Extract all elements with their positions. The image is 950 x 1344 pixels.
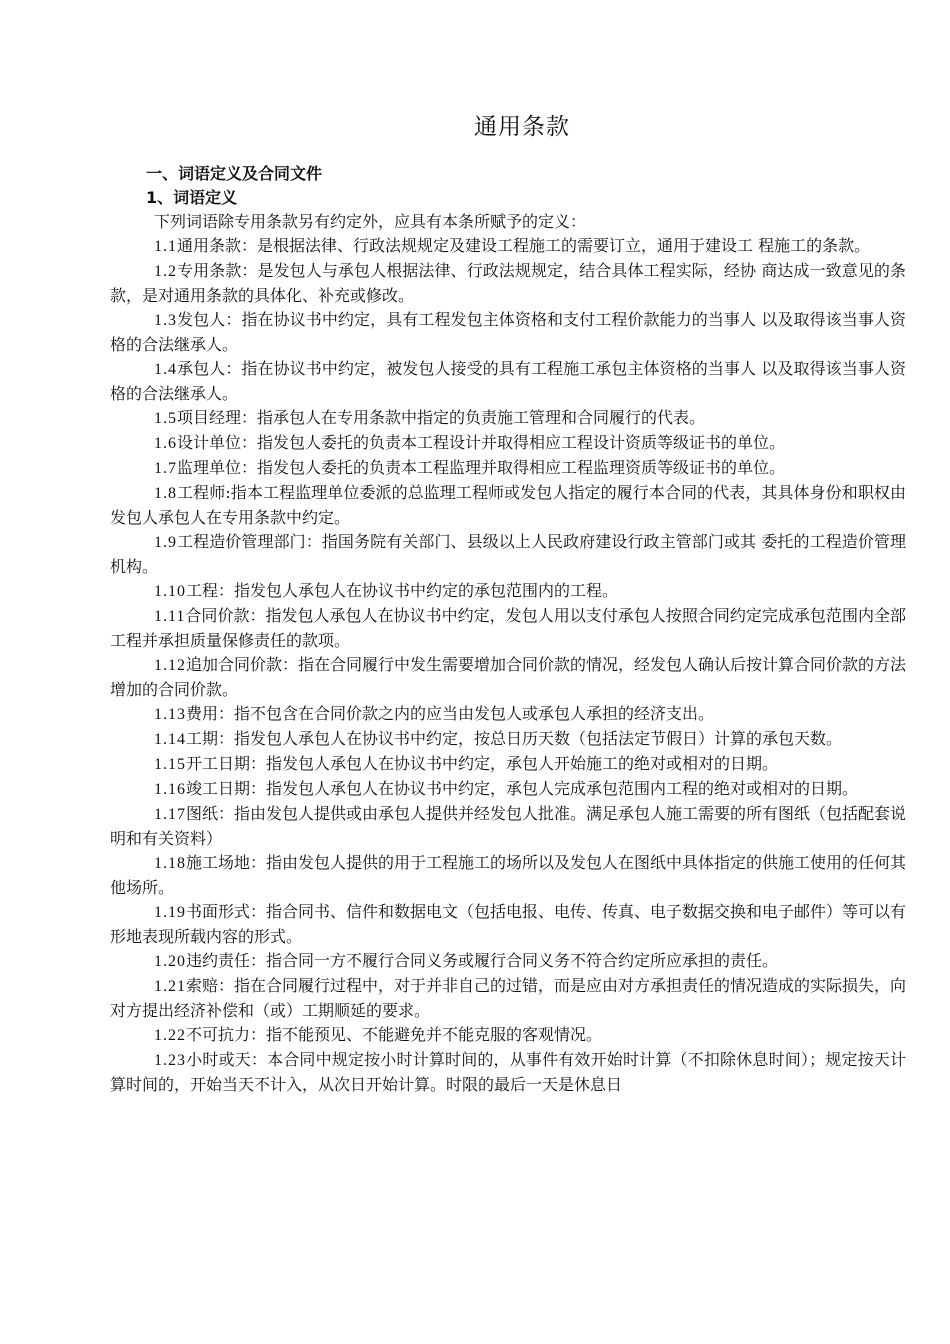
clause-text: 费用：指不包含在合同价款之内的应当由发包人或承包人承担的经济支出。 [186,704,715,723]
clause-text: 承包人：指在协议书中约定，被发包人接受的具有工程施工承包主体资格的当事人 以及取得该当事人资格的合法继承人。 [110,359,906,403]
clause-text: 通用条款：是根据法律、行政法规规定及建设工程施工的需要订立，通用于建设工 程施工的条款。 [177,236,871,255]
intro-paragraph: 下列词语除专用条款另有约定外，应具有本条所赋予的定义： [154,212,587,231]
clause-number: 1.17 [154,806,186,823]
clause-number: 1.11 [154,608,186,625]
clause-number: 1.13 [154,706,186,723]
clause-text: 竣工日期：指发包人承包人在协议书中约定，承包人完成承包范围内工程的绝对或相对的日期。 [186,779,859,798]
clause-number: 1.15 [154,756,186,773]
clause-text: 追加合同价款：指在合同履行中发生需要增加合同价款的情况，经发包人确认后按计算合同价款的方法增加的合同价款。 [110,655,907,699]
clause-item [110,777,906,802]
clause-item [110,653,906,702]
clause-number: 1.18 [154,855,186,872]
clause-text: 图纸：指由发包人提供或由承包人提供并经发包人批准。满足承包人施工需要的所有图纸（包括配套说明和有关资料） [110,804,907,848]
clause-item [110,604,906,653]
clause-text: 工期：指发包人承包人在协议书中约定，按总日历天数（包括法定节假日）计算的承包天数。 [186,729,843,748]
clause-list [110,234,906,1097]
clause-text: 合同价款：指发包人承包人在协议书中约定，发包人用以支付承包人按照合同约定完成承包范围内全部工程并承担质量保修责任的款项。 [110,606,906,650]
subsection-heading: 1、词语定义 [146,188,238,207]
clause-text: 工程造价管理部门：指国务院有关部门、县级以上人民政府建设行政主管部门或其 委托的工程造价管理机构。 [110,532,906,576]
clause-number: 1.4 [154,361,177,378]
clause-item [110,456,906,481]
page-title: 通用条款 [474,114,570,140]
clause-item [110,579,906,604]
clause-item [110,234,906,259]
clause-item [110,1023,906,1048]
clause-number: 1.21 [154,978,186,995]
clause-item [110,900,906,949]
clause-item [110,702,906,727]
clause-text: 索赔：指在合同履行过程中，对于并非自己的过错，而是应由对方承担责任的情况造成的实际损失，向对方提出经济补偿和（或）工期顺延的要求。 [110,976,907,1020]
clause-text: 项目经理：指承包人在专用条款中指定的负责施工管理和合同履行的代表。 [177,408,706,427]
clause-item [110,308,906,357]
clause-number: 1.19 [154,904,186,921]
clause-number: 1.1 [154,238,177,255]
clause-text: 发包人：指在协议书中约定，具有工程发包主体资格和支付工程价款能力的当事人 以及取得该当事人资格的合法继承人。 [110,310,906,354]
clause-number: 1.3 [154,312,177,329]
clause-text: 工程师:指本工程监理单位委派的总监理工程师或发包人指定的履行本合同的代表，其具体身份和职权由发包人承包人在专用条款中约定。 [110,483,906,527]
clause-text: 开工日期：指发包人承包人在协议书中约定，承包人开始施工的绝对或相对的日期。 [186,754,779,773]
clause-item [110,1048,906,1097]
clause-number: 1.16 [154,781,186,798]
clause-text: 专用条款：是发包人与承包人根据法律、行政法规规定，结合具体工程实际，经协 商达成一致意见的条款，是对通用条款的具体化、补充或修改。 [110,261,906,305]
clause-number: 1.7 [154,460,177,477]
clause-item [110,949,906,974]
clause-item [110,259,906,308]
clause-number: 1.5 [154,410,177,427]
clause-text: 小时或天：本合同中规定按小时计算时间的，从事件有效开始时计算（不扣除休息时间）；规定按天计算时间的，开始当天不计入，从次日开始计算。时限的最后一天是休息日 [110,1050,906,1094]
clause-number: 1.9 [154,534,177,551]
clause-text: 施工场地：指由发包人提供的用于工程施工的场所以及发包人在图纸中具体指定的供施工使用的任何其他场所。 [110,853,907,897]
clause-text: 书面形式：指合同书、信件和数据电文（包括电报、电传、传真、电子数据交换和电子邮件）等可以有形地表现所载内容的形式。 [110,902,907,946]
clause-number: 1.8 [154,485,177,502]
section-heading: 一、词语定义及合同文件 [146,164,323,183]
clause-item [110,851,906,900]
clause-item [110,752,906,777]
clause-number: 1.6 [154,435,177,452]
clause-item [110,802,906,851]
clause-number: 1.22 [154,1027,186,1044]
clause-item [110,727,906,752]
clause-text: 监理单位：指发包人委托的负责本工程监理并取得相应工程监理资质等级证书的单位。 [177,458,786,477]
clause-text: 工程：指发包人承包人在协议书中约定的承包范围内的工程。 [186,581,619,600]
clause-number: 1.10 [154,583,186,600]
clause-number: 1.20 [154,953,186,970]
clause-item [110,530,906,579]
clause-text: 设计单位：指发包人委托的负责本工程设计并取得相应工程设计资质等级证书的单位。 [177,433,786,452]
clause-number: 1.12 [154,657,186,674]
clause-text: 违约责任：指合同一方不履行合同义务或履行合同义务不符合约定所应承担的责任。 [186,951,779,970]
clause-item [110,974,906,1023]
clause-item [110,357,906,406]
clause-number: 1.23 [154,1052,186,1069]
clause-item [110,406,906,431]
clause-number: 1.2 [154,263,177,280]
clause-text: 不可抗力：指不能预见、不能避免并不能克服的客观情况。 [186,1025,603,1044]
clause-item [110,481,906,530]
clause-item [110,431,906,456]
clause-number: 1.14 [154,731,186,748]
